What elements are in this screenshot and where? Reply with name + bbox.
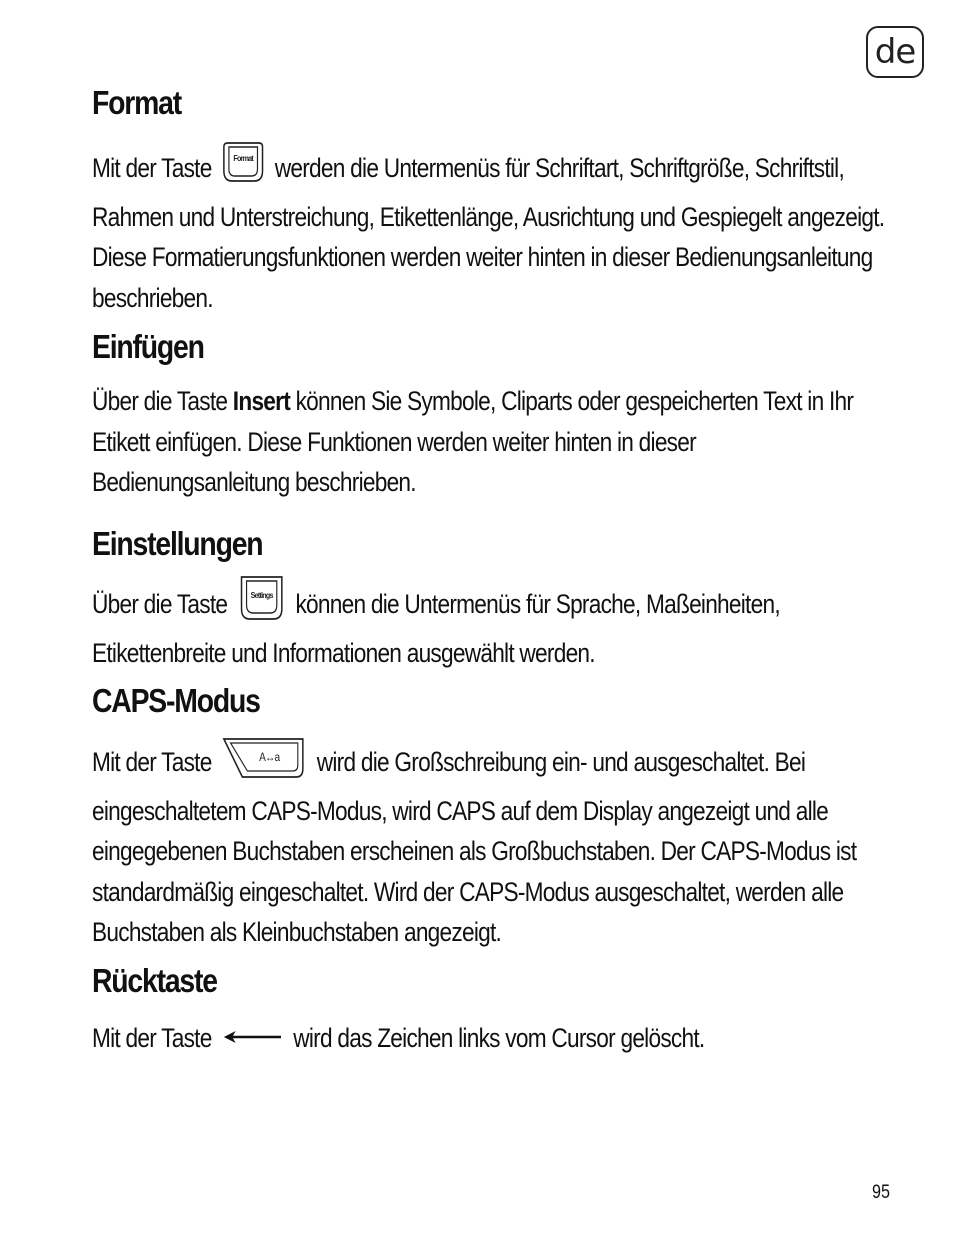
section-format (92, 84, 892, 318)
heading-ruecktaste: Rücktaste (92, 962, 217, 999)
caps-key-icon (222, 737, 306, 791)
settings-key-icon (238, 575, 285, 633)
paragraph-format (92, 141, 892, 318)
heading-caps: CAPS-Modus (92, 682, 260, 719)
language-badge: de (866, 26, 924, 78)
format-text-post: werden die Untermenüs für Schriftart, Schriftgröße, Schriftstil, Rahmen und Unterstreichung, Etikettenlänge, Ausrichtung und Gespiegelt angezeigt. Diese Formatierungsfunktionen werden weiter hinten in dieser Bedienungsanleitung beschrieben. (92, 153, 885, 313)
einfuegen-text-post: können Sie Symbole, Cliparts oder gespeicherten Text in Ihr Etikett einfügen. Diese Funktionen werden weiter hinten in dieser Bedienungsanleitung beschrieben. (92, 386, 854, 497)
heading-einfuegen: Einfügen (92, 328, 204, 365)
backspace-arrow-icon (222, 1016, 282, 1057)
format-text-pre: Mit der Taste (92, 153, 212, 183)
einfuegen-text-pre: Über die Taste (92, 386, 228, 416)
format-key-label: Format (233, 153, 253, 164)
heading-einstellungen: Einstellungen (92, 525, 263, 562)
caps-text-post: wird die Großschreibung ein- und ausgeschaltet. Bei eingeschaltetem CAPS-Modus, wird CAPS auf dem Display angezeigt und alle eingegebenen Buchstaben erscheinen als Großbuchstaben. Der CAPS-Modus ist standardmäßig eingeschaltet. Wird der CAPS-Modus ausgeschaltet, werden alle Buchstaben als Kleinbuchstaben angezeigt. (92, 747, 857, 947)
heading-format: Format (92, 84, 181, 121)
caps-key-label: A↔a (259, 751, 280, 765)
paragraph-caps (92, 737, 892, 953)
paragraph-ruecktaste (92, 1016, 892, 1059)
section-einfuegen (92, 328, 892, 503)
ruecktaste-text-pre: Mit der Taste (92, 1023, 212, 1053)
caps-text-pre: Mit der Taste (92, 747, 212, 777)
paragraph-einstellungen (92, 575, 892, 673)
einstellungen-text-post: können die Untermenüs für Sprache, Maßeinheiten, Etikettenbreite und Informationen ausgewählt werden. (92, 589, 780, 668)
format-key-icon (222, 141, 264, 197)
ruecktaste-text-post: wird das Zeichen links vom Cursor gelöscht. (293, 1023, 705, 1053)
page-number: 95 (872, 1182, 890, 1203)
paragraph-einfuegen (92, 381, 892, 503)
section-einstellungen (92, 525, 892, 673)
einstellungen-text-pre: Über die Taste (92, 589, 228, 619)
einfuegen-text-bold: Insert (232, 386, 291, 416)
section-ruecktaste (92, 962, 892, 1059)
section-caps (92, 682, 892, 953)
settings-key-label: Settings (250, 590, 273, 601)
